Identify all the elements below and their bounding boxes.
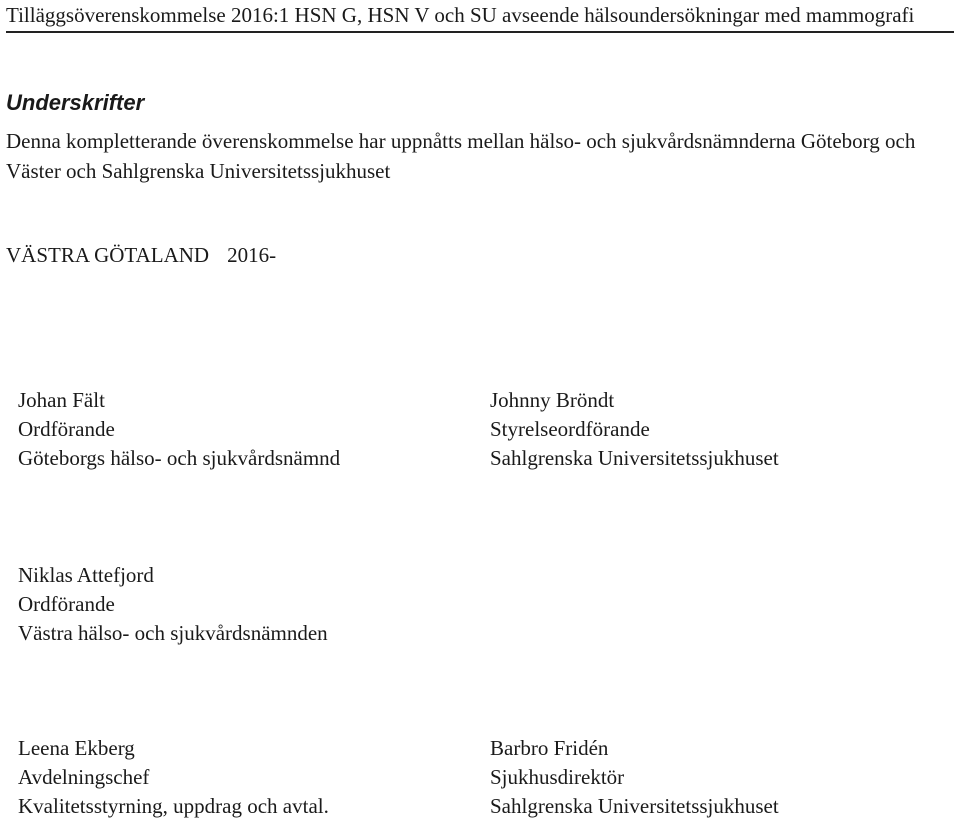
signatory-organization: Sahlgrenska Universitetssjukhuset xyxy=(490,446,779,470)
signatory-name: Johan Fält xyxy=(18,388,105,412)
signature-block xyxy=(18,386,340,473)
signatory-name: Johnny Bröndt xyxy=(490,388,615,412)
document-header xyxy=(6,2,954,33)
signatory-organization: Sahlgrenska Universitetssjukhuset xyxy=(490,794,779,818)
signatory-role: Sjukhusdirektör xyxy=(490,765,625,789)
signatory-role: Avdelningschef xyxy=(18,765,150,789)
place-date-line xyxy=(6,241,276,269)
signatory-organization: Göteborgs hälso- och sjukvårdsnämnd xyxy=(18,446,341,470)
signatory-role: Ordförande xyxy=(18,592,115,616)
signing-date: 2016- xyxy=(227,243,277,267)
signatory-name: Barbro Fridén xyxy=(490,736,609,760)
signatory-name: Niklas Attefjord xyxy=(18,563,154,587)
signature-block xyxy=(18,561,328,648)
intro-paragraph: Denna kompletterande överenskommelse har uppnåtts mellan hälso- och sjukvårdsnämnderna Göteborg och Väster och Sahlgrenska Universitetssjukhuset xyxy=(6,129,916,183)
signatory-role: Styrelseordförande xyxy=(490,417,650,441)
place-region: VÄSTRA GÖTALAND xyxy=(6,243,210,267)
signatory-organization: Kvalitetsstyrning, uppdrag och avtal. xyxy=(18,794,329,818)
signature-block xyxy=(18,734,329,821)
section-heading: Underskrifter xyxy=(6,90,145,115)
document-title: Tilläggsöverenskommelse 2016:1 HSN G, HSN V och SU avseende hälsoundersökningar med mammografi xyxy=(6,3,915,27)
signatory-name: Leena Ekberg xyxy=(18,736,135,760)
signature-block xyxy=(490,386,779,473)
signature-block xyxy=(490,734,779,821)
signatory-organization: Västra hälso- och sjukvårdsnämnden xyxy=(18,621,328,645)
signatory-role: Ordförande xyxy=(18,417,115,441)
